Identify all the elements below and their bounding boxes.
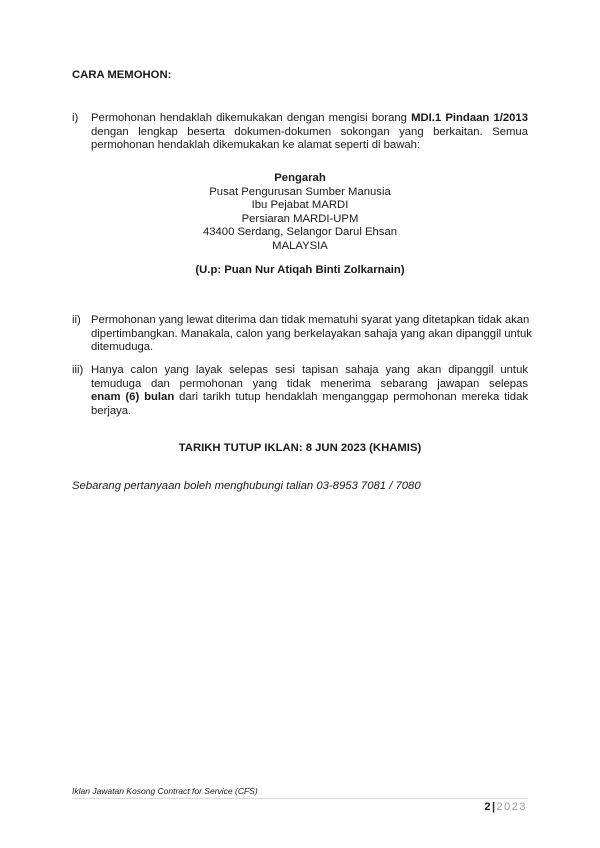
text-line: temuduga dan permohonan yang tidak menerima sebarang jawapan selepas	[91, 377, 528, 390]
address-title: Pengarah	[274, 172, 326, 184]
page-index: 2	[484, 801, 492, 813]
address-line: Persiaran MARDI-UPM	[241, 212, 359, 225]
footer-title: Iklan Jawatan Kosong Contract for Service (CFS)	[72, 786, 258, 796]
text-line: Permohonan yang lewat diterima dan tidak mematuhi syarat yang ditetapkan tidak akan	[91, 314, 530, 326]
footer-divider	[72, 798, 528, 799]
enquiry-text: Sebarang pertanyaan boleh menghubungi talian 03-8953 7081 / 7080	[72, 480, 421, 492]
page-number	[484, 801, 527, 813]
page-year: 2023	[496, 801, 527, 813]
address-line: Pusat Pengurusan Sumber Manusia	[209, 185, 391, 198]
duration-emphasis: enam (6) bulan	[91, 391, 175, 403]
text: Permohonan hendaklah dikemukakan dengan mengisi borang	[91, 112, 412, 124]
closing-date: TARIKH TUTUP IKLAN: 8 JUN 2023 (KHAMIS)	[178, 442, 422, 454]
text-line: permohonan hendaklah dikemukakan ke alamat seperti di bawah:	[91, 139, 421, 151]
address-line: 43400 Serdang, Selangor Darul Ehsan	[202, 226, 398, 238]
text-line: berjaya.	[91, 404, 132, 417]
text-line: dengan lengkap beserta dokumen-dokumen sokongan yang berkaitan. Semua	[91, 125, 528, 138]
text-line	[91, 112, 528, 126]
section-heading: CARA MEMOHON:	[72, 69, 172, 81]
text: dari tarikh tutup hendaklah menganggap permohonan mereka tidak	[174, 391, 529, 403]
address-line: MALAYSIA	[272, 239, 328, 252]
text-line: Hanya calon yang layak selepas sesi tapisan sahaja yang akan dipanggil untuk	[91, 364, 528, 376]
text-line: dipertimbangkan. Manakala, calon yang berkelayakan sahaja yang akan dipanggil untuk	[91, 327, 532, 340]
address-line: Ibu Pejabat MARDI	[251, 199, 349, 211]
page-separator: |	[491, 801, 497, 813]
text-line	[91, 391, 528, 405]
attention-line: (U.p: Puan Nur Atiqah Binti Zolkarnain)	[195, 264, 405, 276]
item-marker: i)	[72, 112, 79, 124]
item-marker: iii)	[72, 364, 84, 376]
form-reference: MDI.1 Pindaan 1/2013	[411, 112, 528, 124]
address-block	[150, 172, 450, 253]
item-marker: ii)	[72, 314, 81, 326]
text-line: ditemuduga.	[91, 341, 154, 353]
